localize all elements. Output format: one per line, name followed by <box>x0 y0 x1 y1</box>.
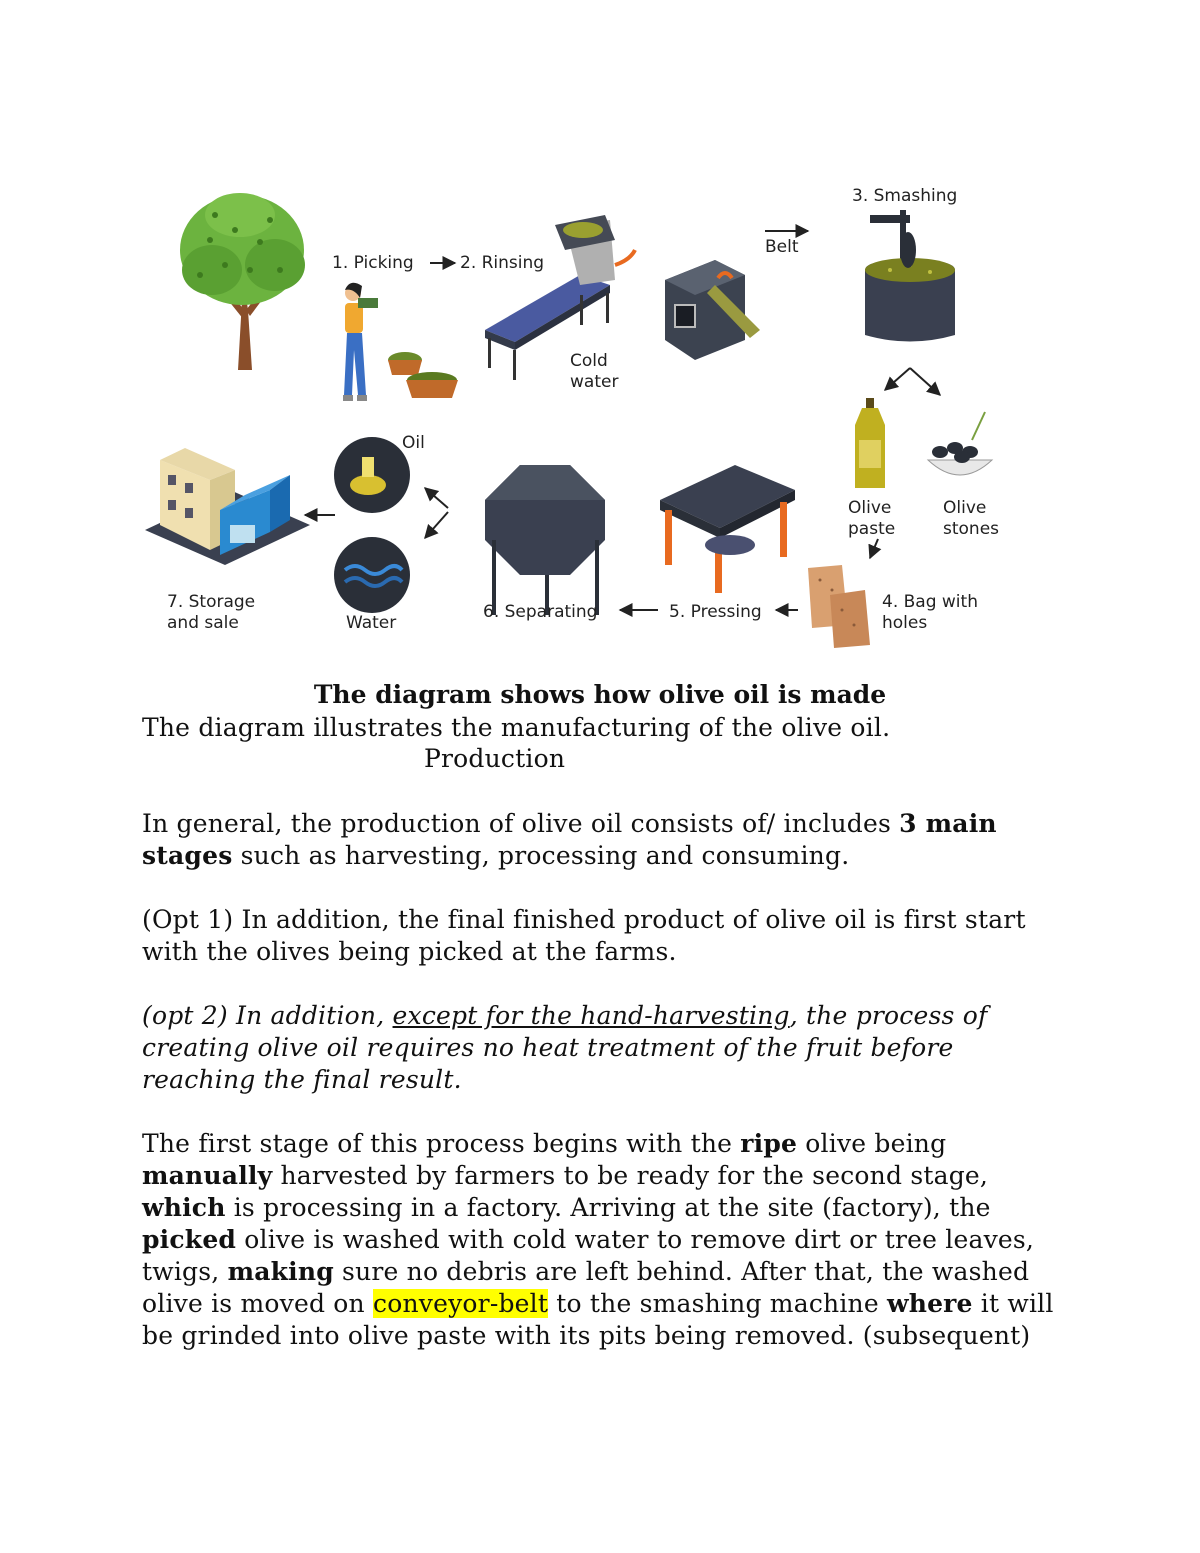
label-rinsing: 2. Rinsing <box>460 253 545 273</box>
p4-s2: olive being <box>797 1129 947 1158</box>
olive-paste-bottle-illustration <box>855 398 885 488</box>
label-water: Water <box>346 613 397 633</box>
label-smashing: 3. Smashing <box>852 186 958 206</box>
intro-text: The diagram illustrates the manufacturing of the olive oil. <box>142 713 891 742</box>
label-storage-line1: 7. Storage <box>167 592 256 612</box>
label-storage-line2: and sale <box>167 613 239 633</box>
label-bag-line1: 4. Bag with <box>882 592 978 612</box>
p4-b5: making <box>227 1257 334 1286</box>
p3-text-a: (opt 2) In addition, <box>142 1001 393 1030</box>
p4-b6: where <box>886 1289 973 1318</box>
p4-highlight-conveyor-belt: conveyor-belt <box>373 1289 549 1318</box>
separating-machine-illustration <box>485 465 605 615</box>
p4-s1: The first stage of this process begins with the <box>142 1129 741 1158</box>
pressing-machine-illustration <box>660 465 795 593</box>
label-picking: 1. Picking <box>332 253 414 273</box>
production-heading: Production <box>424 744 566 773</box>
paragraph-general <box>142 808 1072 872</box>
bag-with-holes-illustration <box>808 565 870 648</box>
picker-illustration <box>343 283 458 401</box>
label-olive-paste-line1: Olive <box>848 498 892 518</box>
label-bag-line2: holes <box>882 613 928 633</box>
p4-s7: to the smashing machine <box>548 1289 887 1318</box>
storage-shop-illustration <box>145 448 310 565</box>
p1-bold-main-stages: 3 main stages <box>142 809 997 870</box>
document-title: The diagram shows how olive oil is made <box>313 680 887 709</box>
label-cold-water-line1: Cold <box>570 351 608 371</box>
p4-s4: is processing in a factory. Arriving at the site (factory), the <box>225 1193 991 1222</box>
label-separating: 6. Separating <box>483 602 598 622</box>
label-pressing: 5. Pressing <box>669 602 762 622</box>
label-olive-paste-line2: paste <box>848 519 896 539</box>
p4-s3: harvested by farmers to be ready for the second stage, <box>272 1161 989 1190</box>
olive-tree-illustration <box>180 193 305 370</box>
label-cold-water-line2: water <box>570 372 619 392</box>
p4-s6: sure no debris are left behind. After that, the washed olive is moved on <box>142 1257 1030 1318</box>
olive-stones-illustration <box>928 412 992 475</box>
p3-text-c: , the process of creating olive oil requires no heat treatment of the fruit before reaching the final result. <box>142 1001 988 1094</box>
paragraph-opt1 <box>142 904 1072 968</box>
p1-text-a: In general, the production of olive oil consists of/ includes <box>142 809 900 838</box>
olive-oil-process-diagram <box>140 170 1040 660</box>
p4-b4: picked <box>142 1225 237 1254</box>
p4-b1: ripe <box>740 1129 798 1158</box>
oil-circle-illustration <box>334 437 410 513</box>
water-circle-illustration <box>334 537 410 613</box>
belt-machine-illustration <box>665 260 760 360</box>
p1-text-c: such as harvesting, processing and consuming. <box>232 841 850 870</box>
label-olive-stones-line2: stones <box>943 519 1000 539</box>
smashing-machine-illustration <box>865 210 955 342</box>
paragraph-first-stage <box>142 1128 1072 1352</box>
p4-b3: which <box>142 1193 226 1222</box>
p2-text: (Opt 1) In addition, the final finished product of olive oil is first start with the olives being picked at the farms. <box>142 905 1026 966</box>
p4-s8: it will be grinded into olive paste with its pits being removed. (subsequent) <box>142 1289 1054 1350</box>
label-oil: Oil <box>402 433 425 453</box>
paragraph-opt2 <box>142 1000 1072 1096</box>
rinsing-conveyor-illustration <box>485 215 635 380</box>
p4-b2: manually <box>142 1161 273 1190</box>
label-belt: Belt <box>765 237 799 257</box>
p4-s5: olive is washed with cold water to remove dirt or tree leaves, twigs, <box>142 1225 1035 1286</box>
label-olive-stones-line1: Olive <box>943 498 987 518</box>
p3-underlined-text: except for the hand-harvesting <box>392 1001 790 1030</box>
